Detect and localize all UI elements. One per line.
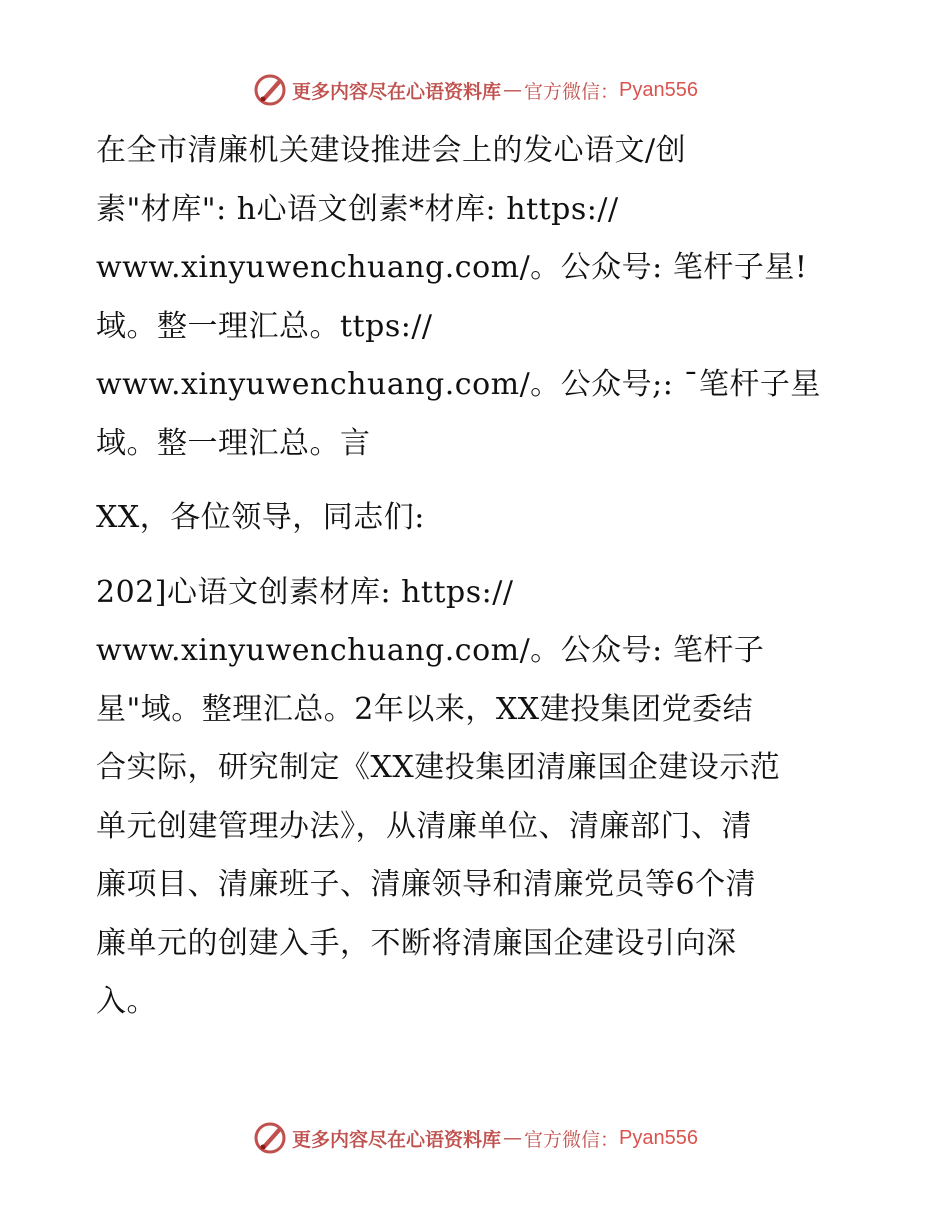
paragraph-line-3: 星"域。整理汇总。2年以来，XX建投集团党委结	[96, 691, 754, 727]
paragraph-line-2: www.xinyuwenchuang.com/。公众号: 笔杆子	[96, 633, 765, 668]
banner-wechat-id: Pyan556	[619, 1126, 698, 1149]
title-line-3: www.xinyuwenchuang.com/。公众号: 笔杆子星!	[96, 250, 808, 285]
banner-separator: —	[503, 1127, 523, 1149]
footer-banner	[0, 1118, 950, 1158]
banner-wechat-id: Pyan556	[619, 78, 698, 101]
pen-logo-icon	[252, 72, 288, 108]
title-line-1: 在全市清廉机关建设推进会上的发心语文/创	[96, 133, 687, 168]
header-banner	[0, 70, 950, 110]
title-line-2: 素"材库": h心语文创素*材库: https://	[96, 191, 619, 227]
pen-logo-icon	[252, 1120, 288, 1156]
title-line-5: www.xinyuwenchuang.com/。公众号;: ¯笔杆子星	[96, 367, 821, 402]
title-line-4: 域。整一理汇总。ttps://	[96, 308, 433, 344]
salutation: XX，各位领导，同志们:	[96, 500, 425, 535]
banner-wechat-label: 官方微信：	[524, 80, 620, 103]
title-line-6: 域。整一理汇总。言	[96, 425, 371, 461]
banner-main-text: 更多内容尽在心语资料库	[292, 80, 502, 103]
banner-separator: —	[503, 79, 523, 101]
banner-wechat-label: 官方微信：	[524, 1128, 620, 1151]
paragraph-line-7: 廉单元的创建入手，不断将清廉国企建设引向深	[96, 925, 737, 961]
paragraph-line-6: 廉项目、清廉班子、清廉领导和清廉党员等6个清	[96, 867, 757, 902]
paragraph-line-8: 入。	[96, 984, 157, 1019]
banner-main-text: 更多内容尽在心语资料库	[292, 1128, 502, 1151]
document-body	[96, 122, 876, 1032]
paragraph-line-1: 202]心语文创素材库: https://	[96, 574, 514, 610]
paragraph-line-4: 合实际，研究制定《XX建投集团清廉国企建设示范	[96, 750, 781, 785]
paragraph-line-5: 单元创建管理办法》，从清廉单位、清廉部门、清	[96, 808, 752, 844]
